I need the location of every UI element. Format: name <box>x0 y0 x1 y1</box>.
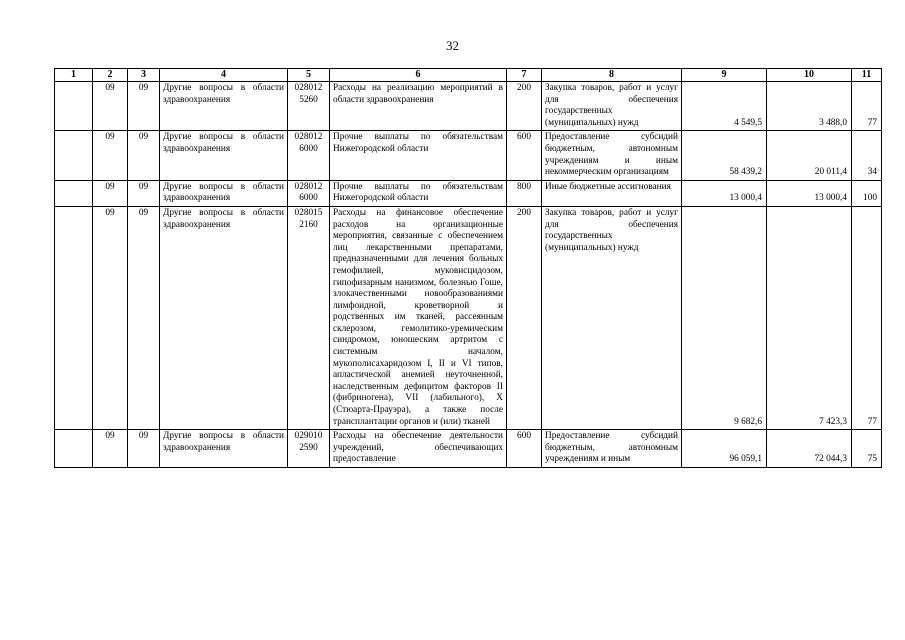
cell-percent: 100 <box>852 180 882 206</box>
column-header: 7 <box>507 69 542 82</box>
cell-expense-type: 600 <box>507 131 542 180</box>
cell-expense-type: 200 <box>507 82 542 131</box>
cell-actual: 72 044,3 <box>767 430 852 468</box>
cell-target-code: 028012 6000 <box>288 180 330 206</box>
cell-plan: 96 059,1 <box>682 430 767 468</box>
cell-target-code: 028015 2160 <box>288 206 330 429</box>
cell-plan: 13 000,4 <box>682 180 767 206</box>
cell-plan: 4 549,5 <box>682 82 767 131</box>
cell-target-code: 028012 5260 <box>288 82 330 131</box>
cell-subsection-name: Другие вопросы в области здравоохранения <box>160 206 288 429</box>
cell-target-code: 028012 6000 <box>288 131 330 180</box>
cell-plan: 58 439,2 <box>682 131 767 180</box>
table-header-row <box>55 69 882 82</box>
cell-subsection-name: Другие вопросы в области здравоохранения <box>160 430 288 468</box>
cell-col1 <box>55 430 93 468</box>
column-header: 11 <box>852 69 882 82</box>
cell-target-name: Расходы на финансовое обеспечение расходов на организационные мероприятия, связанные с обеспечением лиц лекарственными препаратами, предназначенными для лечения больных гемофилией, муковисцидозом, гипофизарным нанизмом, болезнью Гоше, злокачественными новообразованиями лимфоидной, кроветворной и родственных им тканей, рассеянным склерозом, гемолитико-уремическим синдромом, юношеским артритом с системным началом, мукополисахаридозом I, II и VI типов, апластической анемией неуточненной, наследственным дефицитом факторов II (фибриногена), VII (лабильного), X (Стюарта-Прауэра), а также после трансплантации органов и (или) тканей <box>330 206 507 429</box>
cell-expense-type-name: Предоставление субсидий бюджетным, автономным учреждениям и иным <box>542 430 682 468</box>
column-header: 10 <box>767 69 852 82</box>
cell-subsection-name: Другие вопросы в области здравоохранения <box>160 131 288 180</box>
table-row <box>55 180 882 206</box>
cell-col1 <box>55 180 93 206</box>
cell-actual: 7 423,3 <box>767 206 852 429</box>
column-header: 2 <box>93 69 128 82</box>
cell-percent: 34 <box>852 131 882 180</box>
cell-percent: 75 <box>852 430 882 468</box>
page-number: 32 <box>446 38 459 53</box>
cell-subsection: 09 <box>128 180 160 206</box>
cell-actual: 13 000,4 <box>767 180 852 206</box>
cell-subsection: 09 <box>128 82 160 131</box>
cell-section: 09 <box>93 206 128 429</box>
cell-expense-type-name: Закупка товаров, работ и услуг для обеспечения государственных (муниципальных) нужд <box>542 82 682 131</box>
column-header: 4 <box>160 69 288 82</box>
cell-section: 09 <box>93 430 128 468</box>
table-row <box>55 131 882 180</box>
budget-table <box>54 68 882 468</box>
column-header: 8 <box>542 69 682 82</box>
cell-target-name: Расходы на реализацию мероприятий в области здравоохранения <box>330 82 507 131</box>
cell-percent: 77 <box>852 82 882 131</box>
cell-target-name: Расходы на обеспечение деятельности учреждений, обеспечивающих предоставление <box>330 430 507 468</box>
cell-actual: 3 488,0 <box>767 82 852 131</box>
table-row <box>55 82 882 131</box>
cell-expense-type-name: Иные бюджетные ассигнования <box>542 180 682 206</box>
cell-subsection-name: Другие вопросы в области здравоохранения <box>160 180 288 206</box>
column-header: 3 <box>128 69 160 82</box>
cell-subsection: 09 <box>128 206 160 429</box>
cell-section: 09 <box>93 180 128 206</box>
cell-subsection-name: Другие вопросы в области здравоохранения <box>160 82 288 131</box>
table-row <box>55 430 882 468</box>
cell-section: 09 <box>93 82 128 131</box>
cell-expense-type: 200 <box>507 206 542 429</box>
column-header: 5 <box>288 69 330 82</box>
column-header: 9 <box>682 69 767 82</box>
cell-target-name: Прочие выплаты по обязательствам Нижегородской области <box>330 180 507 206</box>
cell-section: 09 <box>93 131 128 180</box>
cell-target-code: 029010 2590 <box>288 430 330 468</box>
table-row <box>55 206 882 429</box>
cell-subsection: 09 <box>128 430 160 468</box>
cell-percent: 77 <box>852 206 882 429</box>
cell-plan: 9 682,6 <box>682 206 767 429</box>
cell-col1 <box>55 82 93 131</box>
cell-expense-type-name: Предоставление субсидий бюджетным, автономным учреждениям и иным некоммерческим организациям <box>542 131 682 180</box>
cell-expense-type: 600 <box>507 430 542 468</box>
cell-actual: 20 011,4 <box>767 131 852 180</box>
column-header: 1 <box>55 69 93 82</box>
cell-expense-type: 800 <box>507 180 542 206</box>
cell-target-name: Прочие выплаты по обязательствам Нижегородской области <box>330 131 507 180</box>
cell-subsection: 09 <box>128 131 160 180</box>
column-header: 6 <box>330 69 507 82</box>
cell-col1 <box>55 131 93 180</box>
cell-col1 <box>55 206 93 429</box>
cell-expense-type-name: Закупка товаров, работ и услуг для обеспечения государственных (муниципальных) нужд <box>542 206 682 429</box>
